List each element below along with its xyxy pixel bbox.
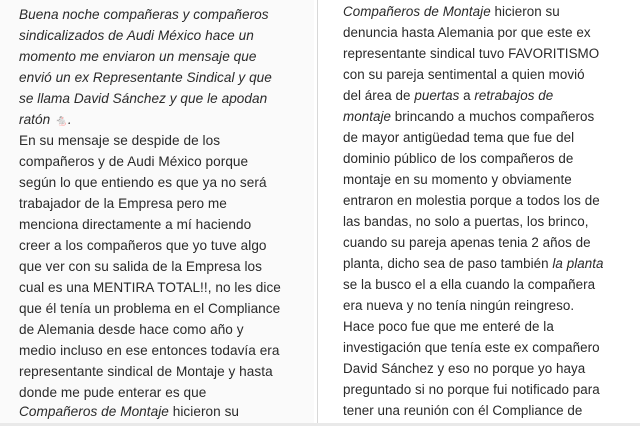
right-line-16: Hace poco fue que me enteré de la xyxy=(343,319,554,334)
right-line-8: dominio público de los compañeros de xyxy=(343,151,574,166)
right-line-2: denuncia hasta Alemania por que este ex xyxy=(343,25,591,40)
right-line-6-rest: brincando a muchos compañeros xyxy=(391,109,595,124)
montaje-italic: Compañeros de Montaje xyxy=(343,4,491,19)
right-line-7: de mayor antigüedad tema que fue del xyxy=(343,130,575,145)
intro-line-4: envió un ex Representante Sindical y que xyxy=(19,70,272,85)
body-line-11: medio incluso en ese entonces todavía era xyxy=(19,343,280,358)
right-line-17: investigación que tenía este ex compañero xyxy=(343,340,600,355)
retrabajos-italic: retrabajos de xyxy=(474,88,554,103)
right-line-5 xyxy=(343,86,553,107)
right-line-5-a: del área de xyxy=(343,88,415,103)
right-line-10: entraron en molestia porque a todos los de xyxy=(343,193,600,208)
body-line-14 xyxy=(19,402,239,423)
last-line-rest: hicieron su xyxy=(168,404,240,419)
body-line-9: que él tenía un problema en el Compliance xyxy=(19,301,281,316)
right-message-panel xyxy=(326,0,640,426)
intro-period: . xyxy=(67,112,72,127)
body-line-3: según lo que entiendo es que ya no será xyxy=(19,175,267,190)
body-line-6: creer a los compañeros que yo tuve algo xyxy=(19,238,267,253)
right-line-13-a: planta, dicho sea de paso también xyxy=(343,256,553,271)
right-line-6 xyxy=(343,107,594,128)
column-divider xyxy=(314,0,326,426)
body-line-7: que ver con su salida de la Empresa los xyxy=(19,259,262,274)
right-line-19: preguntado si no porque fui notificado para xyxy=(343,382,600,397)
right-line-5-b: a xyxy=(459,88,475,103)
body-line-4: trabajador de la Empresa pero me xyxy=(19,196,227,211)
body-line-2: compañeros y de Audi México porque xyxy=(19,154,249,169)
right-line-14: se la busco el a ella cuando la compañera xyxy=(343,277,596,292)
right-line-20: tener una reunión con él Compliance de xyxy=(343,403,583,418)
right-line-12: cuando su pareja apenas tenia 2 años de xyxy=(343,235,591,250)
left-message-panel xyxy=(0,0,314,426)
body-line-13: donde me pude enterar es que xyxy=(19,385,207,400)
body-line-12: representante sindical de Montaje y hasta xyxy=(19,364,273,379)
right-line-15: era nueva y no tenía ningún reingreso. xyxy=(343,298,575,313)
intro-line-2: sindicalizados de Audi México hace un xyxy=(19,28,254,43)
puertas-italic: puertas xyxy=(414,88,460,103)
mouse-icon: 🐁 xyxy=(54,115,68,127)
body-line-8: cual es una MENTIRA TOTAL!!, no les dice xyxy=(19,280,281,295)
right-line-3: representante sindical tuvo FAVORITISMO xyxy=(343,46,600,61)
montaje-italic: Compañeros de Montaje xyxy=(19,404,169,419)
right-line-1 xyxy=(343,2,560,23)
montaje-lower-italic: montaje xyxy=(343,109,391,124)
right-line-18: David Sánchez y eso no porque yo haya xyxy=(343,361,586,376)
intro-line-1: Buena noche compañeras y compañeros xyxy=(19,7,269,22)
right-line-9: montaje en su momento y obviamente xyxy=(343,172,572,187)
intro-last-word: ratón xyxy=(19,112,51,127)
body-line-1: En su mensaje se despide de los xyxy=(19,133,221,148)
la-planta-italic: la planta xyxy=(552,256,604,271)
right-line-4: con su pareja sentimental a quien movió xyxy=(343,67,585,82)
intro-line-3: momento me enviaron un mensaje que xyxy=(19,49,257,64)
intro-line-6 xyxy=(19,110,72,132)
right-line-1-rest: hicieron su xyxy=(490,4,560,19)
body-line-5: menciona directamente a mí haciendo xyxy=(19,217,252,232)
right-line-13 xyxy=(343,254,603,275)
intro-line-5: se llama David Sánchez y que le apodan xyxy=(19,91,268,106)
column-divider-line xyxy=(317,0,318,426)
right-line-11: las bandas, no solo a puertas, los brinco, xyxy=(343,214,589,229)
body-line-10: de Alemania desde hace como año y xyxy=(19,322,244,337)
